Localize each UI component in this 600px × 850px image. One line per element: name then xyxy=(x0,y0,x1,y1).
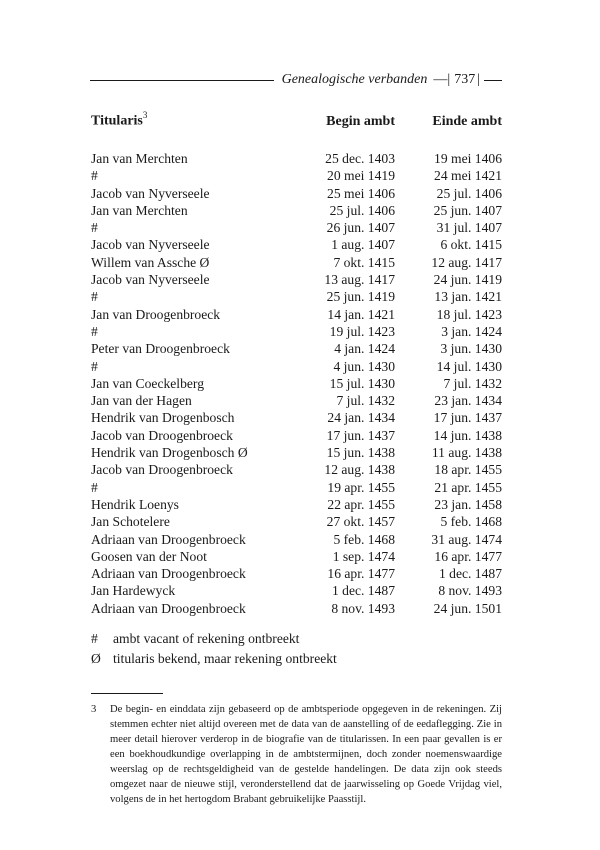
titularis-cell: Jan van Merchten xyxy=(91,151,188,166)
table-row xyxy=(91,565,502,582)
titularis-cell: Jacob van Nyverseele xyxy=(91,237,210,253)
titularis-table xyxy=(91,108,502,617)
titularis-cell: Hendrik Loenys xyxy=(91,496,179,512)
table-row xyxy=(91,548,502,565)
table-header xyxy=(91,108,502,130)
begin-date-cell: 4 jan. 1424 xyxy=(334,341,395,357)
column-header-end: Einde ambt xyxy=(432,114,502,129)
header-separator-left: —| xyxy=(433,72,451,87)
titularis-cell: Hendrik van Drogenbosch Ø xyxy=(91,445,248,461)
table-row xyxy=(91,531,502,548)
titularis-cell: Willem van Assche Ø xyxy=(91,254,210,270)
table-row xyxy=(91,582,502,599)
header-rule-tail xyxy=(484,80,502,81)
end-date-cell: 23 jan. 1434 xyxy=(434,393,502,409)
begin-date-cell: 25 mei 1406 xyxy=(327,185,395,201)
end-date-cell: 12 aug. 1417 xyxy=(431,254,502,270)
end-date-cell: 19 mei 1406 xyxy=(434,151,502,166)
begin-date-cell: 22 apr. 1455 xyxy=(327,496,395,512)
begin-date-cell: 25 jul. 1406 xyxy=(329,202,395,218)
begin-date-cell: 13 aug. 1417 xyxy=(324,272,395,288)
table-row xyxy=(91,409,502,426)
titularis-cell: Jacob van Droogenbroeck xyxy=(91,427,233,443)
titularis-cell: Jan van Merchten xyxy=(91,202,188,218)
table-row xyxy=(91,600,502,617)
table-row xyxy=(91,185,502,202)
legend-text: titularis bekend, maar rekening ontbreekt xyxy=(113,651,337,666)
titularis-cell: # xyxy=(91,289,98,305)
end-date-cell: 24 mei 1421 xyxy=(434,168,502,184)
begin-date-cell: 4 jun. 1430 xyxy=(333,358,395,374)
end-date-cell: 3 jan. 1424 xyxy=(441,323,502,339)
begin-date-cell: 25 jun. 1419 xyxy=(326,289,395,305)
titularis-cell: # xyxy=(91,323,98,339)
table-row xyxy=(91,444,502,461)
titularis-cell: Goosen van der Noot xyxy=(91,548,207,564)
end-date-cell: 3 jun. 1430 xyxy=(440,341,502,357)
begin-date-cell: 7 okt. 1415 xyxy=(333,254,395,270)
titularis-cell: Peter van Droogenbroeck xyxy=(91,341,230,357)
end-date-cell: 14 jul. 1430 xyxy=(436,358,502,374)
begin-date-cell: 27 okt. 1457 xyxy=(326,514,395,530)
table-row xyxy=(91,427,502,444)
table-row xyxy=(91,202,502,219)
end-date-cell: 31 jul. 1407 xyxy=(436,220,502,236)
titularis-cell: # xyxy=(91,168,98,184)
begin-date-cell: 15 jul. 1430 xyxy=(329,375,395,391)
end-date-cell: 23 jan. 1458 xyxy=(434,496,502,512)
chapter-title: Genealogische verbanden xyxy=(281,72,428,87)
table-row xyxy=(91,236,502,253)
legend xyxy=(91,629,502,669)
footnote xyxy=(91,702,502,807)
footnote-rule xyxy=(91,693,163,694)
table-row xyxy=(91,219,502,236)
legend-text: ambt vacant of rekening ontbreekt xyxy=(113,631,300,646)
legend-item xyxy=(91,649,502,669)
begin-date-cell: 19 apr. 1455 xyxy=(327,479,395,495)
header-rule xyxy=(90,80,274,81)
table-body xyxy=(91,150,502,617)
running-header xyxy=(90,70,502,90)
page-number: 737 xyxy=(454,72,476,87)
table-row xyxy=(91,340,502,357)
table-row xyxy=(91,479,502,496)
footnote-number: 3 xyxy=(91,704,97,715)
legend-symbol: Ø xyxy=(91,651,101,666)
table-row xyxy=(91,461,502,478)
table-row xyxy=(91,358,502,375)
end-date-cell: 11 aug. 1438 xyxy=(431,445,502,461)
titularis-cell: Jan van Coeckelberg xyxy=(91,375,204,391)
begin-date-cell: 5 feb. 1468 xyxy=(333,531,395,547)
table-row xyxy=(91,392,502,409)
legend-symbol: # xyxy=(91,631,98,646)
header-separator-right: | xyxy=(477,72,480,87)
table-row xyxy=(91,375,502,392)
table-row xyxy=(91,496,502,513)
begin-date-cell: 14 jan. 1421 xyxy=(327,306,395,322)
end-date-cell: 1 dec. 1487 xyxy=(438,566,502,582)
footnote-reference: 3 xyxy=(142,110,148,121)
end-date-cell: 24 jun. 1501 xyxy=(433,600,502,616)
end-date-cell: 24 jun. 1419 xyxy=(433,272,502,288)
end-date-cell: 18 apr. 1455 xyxy=(434,462,502,478)
titularis-cell: Jan van Droogenbroeck xyxy=(91,306,221,322)
titularis-cell: Jan Hardewyck xyxy=(91,583,176,599)
titularis-cell: Adriaan van Droogenbroeck xyxy=(91,566,246,582)
begin-date-cell: 26 jun. 1407 xyxy=(326,220,395,236)
end-date-cell: 17 jun. 1437 xyxy=(433,410,502,426)
begin-date-cell: 17 jun. 1437 xyxy=(326,427,395,443)
column-header-begin: Begin ambt xyxy=(326,114,395,129)
table-row xyxy=(91,150,502,167)
table-row xyxy=(91,513,502,530)
titularis-cell: Jacob van Droogenbroeck xyxy=(91,462,233,478)
begin-date-cell: 12 aug. 1438 xyxy=(324,462,395,478)
end-date-cell: 21 apr. 1455 xyxy=(434,479,502,495)
legend-item xyxy=(91,629,502,649)
end-date-cell: 31 aug. 1474 xyxy=(431,531,502,547)
table-row xyxy=(91,167,502,184)
titularis-cell: Jan Schotelere xyxy=(91,514,170,530)
begin-date-cell: 15 jun. 1438 xyxy=(326,445,395,461)
table-row xyxy=(91,288,502,305)
titularis-cell: Jacob van Nyverseele xyxy=(91,272,210,288)
begin-date-cell: 7 jul. 1432 xyxy=(336,393,395,409)
end-date-cell: 14 jun. 1438 xyxy=(433,427,502,443)
titularis-cell: Adriaan van Droogenbroeck xyxy=(91,600,246,616)
titularis-cell: Adriaan van Droogenbroeck xyxy=(91,531,246,547)
begin-date-cell: 25 dec. 1403 xyxy=(325,151,395,166)
begin-date-cell: 1 aug. 1407 xyxy=(331,237,395,253)
begin-date-cell: 1 sep. 1474 xyxy=(332,548,395,564)
titularis-cell: # xyxy=(91,358,98,374)
column-header-titularis: Titularis$^3$ xyxy=(91,110,148,129)
titularis-cell: Jacob van Nyverseele xyxy=(91,185,210,201)
begin-date-cell: 20 mei 1419 xyxy=(327,168,395,184)
end-date-cell: 25 jun. 1407 xyxy=(433,202,502,218)
titularis-cell: # xyxy=(91,479,98,495)
titularis-cell: # xyxy=(91,220,98,236)
begin-date-cell: 16 apr. 1477 xyxy=(327,566,395,582)
titularis-cell: Hendrik van Drogenbosch xyxy=(91,410,235,426)
table-row xyxy=(91,306,502,323)
table-row xyxy=(91,323,502,340)
begin-date-cell: 24 jan. 1434 xyxy=(327,410,395,426)
end-date-cell: 7 jul. 1432 xyxy=(443,375,502,391)
titularis-cell: Jan van der Hagen xyxy=(91,393,192,409)
end-date-cell: 8 nov. 1493 xyxy=(438,583,502,599)
begin-date-cell: 19 jul. 1423 xyxy=(329,323,395,339)
end-date-cell: 13 jan. 1421 xyxy=(434,289,502,305)
end-date-cell: 6 okt. 1415 xyxy=(440,237,502,253)
end-date-cell: 5 feb. 1468 xyxy=(440,514,502,530)
end-date-cell: 18 jul. 1423 xyxy=(436,306,502,322)
begin-date-cell: 8 nov. 1493 xyxy=(331,600,395,616)
table-row xyxy=(91,271,502,288)
begin-date-cell: 1 dec. 1487 xyxy=(331,583,395,599)
table-row xyxy=(91,254,502,271)
end-date-cell: 25 jul. 1406 xyxy=(436,185,502,201)
footnote-text: De begin- en einddata zijn gebaseerd op de ambtsperiode opgegeven in de rekeningen. Zij stemmen echter niet altijd overeen met de data van de aanstelling of de eedaflegging. Zie in meer detail hierover verderop in de biografie van de titularissen. In een paar gevallen is er een boekhoudkundige overlapping in de ambtstermijnen, doch zonder noemenswaardige weerslag op de rechtsgeldigheid van de gestelde handelingen. De data zijn ook steeds omgezet naar de nieuwe stijl, veronderstellend dat de jaarwisseling op Goede Vrijdag viel, volgens de in het hertogdom Brabant gebruikelijke Paasstijl. xyxy=(110,704,502,805)
end-date-cell: 16 apr. 1477 xyxy=(434,548,502,564)
